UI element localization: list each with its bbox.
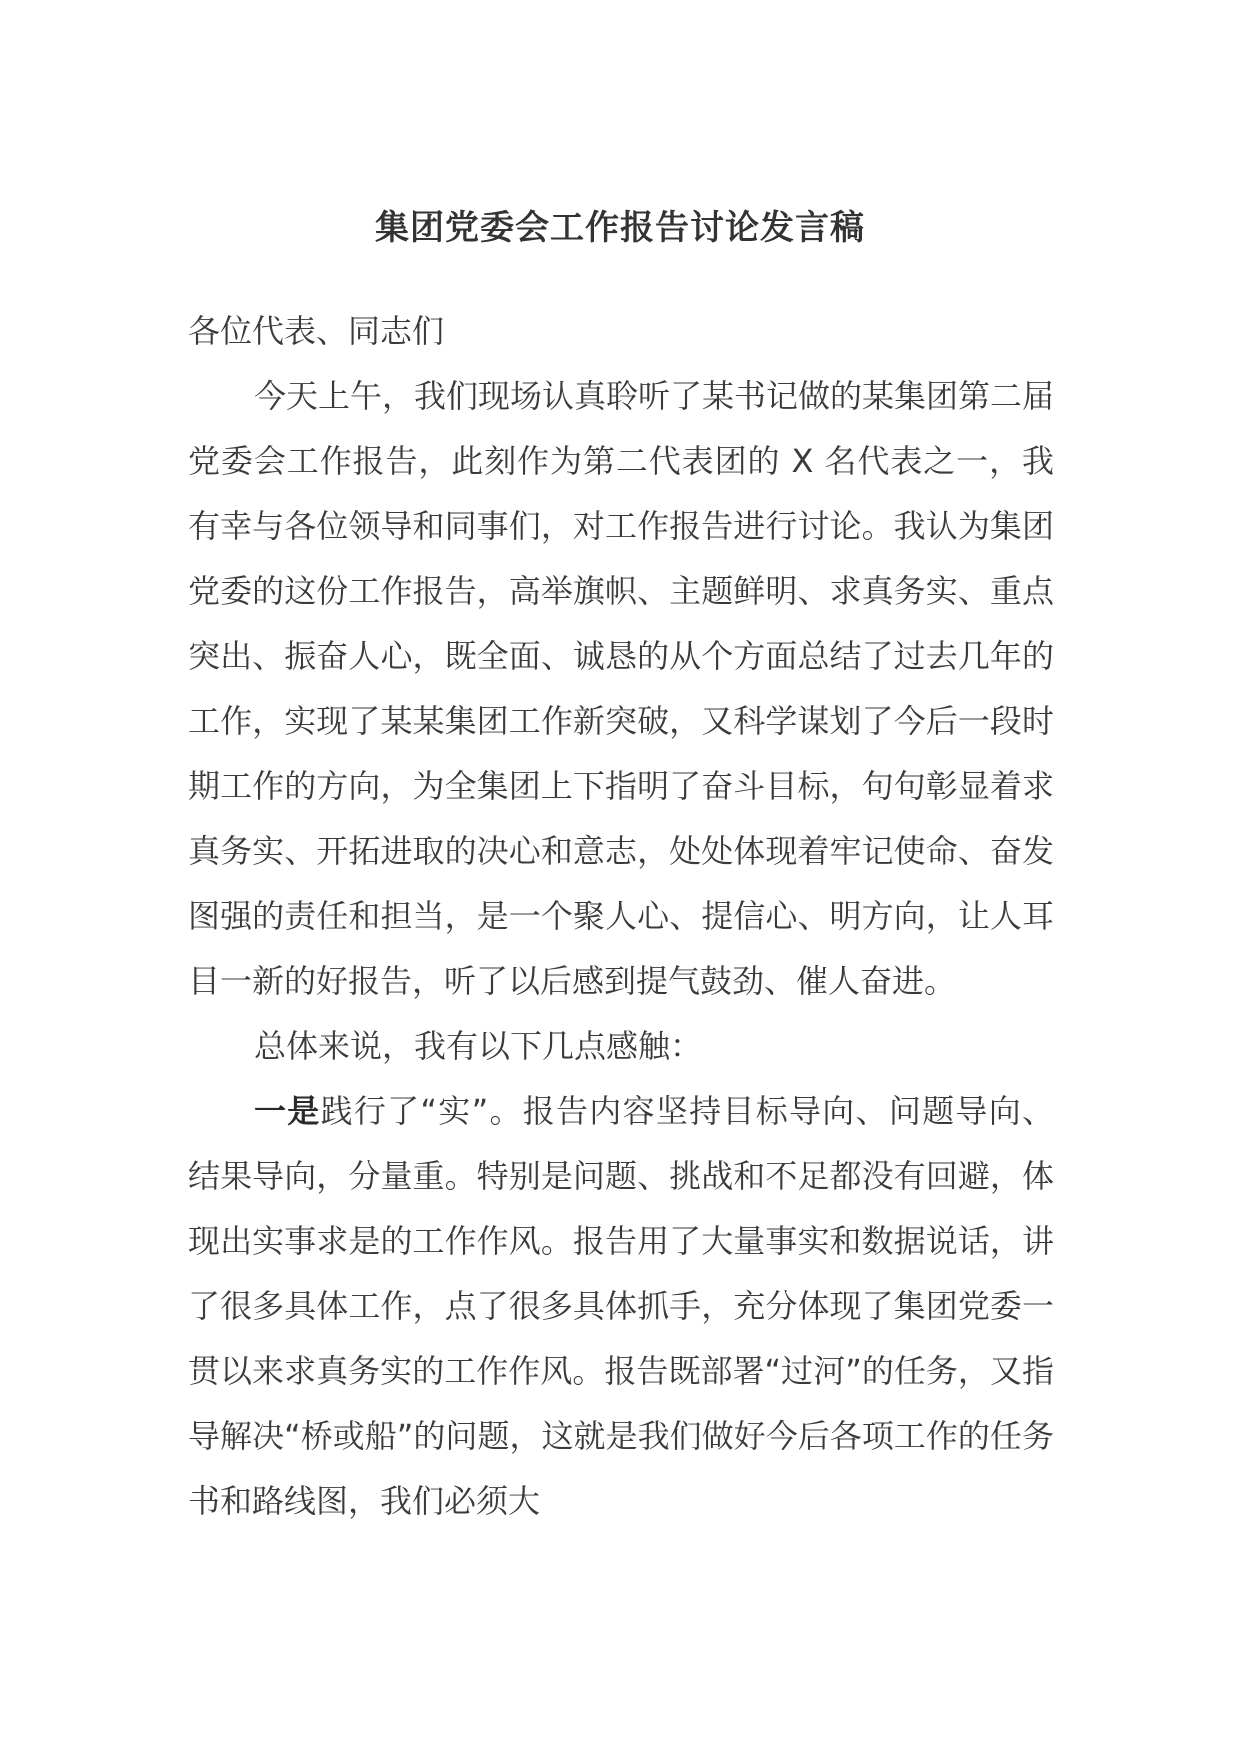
paragraph-summary: 总体来说，我有以下几点感触： (254, 1027, 703, 1065)
salutation: 各位代表、同志们 (188, 312, 445, 350)
paragraph-intro: 今天上午，我们现场认真聆听了某书记做的某集团第二届党委会工作报告，此刻作为第二代表团的 X 名代表之一，我有幸与各位领导和同事们，对工作报告进行讨论。我认为集团党委的这份工作报告，高举旗帜、主题鲜明、求真务实、重点突出、振奋人心，既全面、诚恳的从个方面总结了过去几年的工作，实现了某某集团工作新突破，又科学谋划了今后一段时期工作的方向，为全集团上下指明了奋斗目标，句句彰显着求真务实、开拓进取的决心和意志，处处体现着牢记使命、奋发图强的责任和担当，是一个聚人心、提信心、明方向，让人耳目一新的好报告，听了以后感到提气鼓劲、催人奋进。 (188, 377, 1055, 1000)
document-body (188, 299, 1054, 1534)
paragraph-point-one (188, 1079, 1054, 1534)
point-one-lead: 一是 (254, 1092, 321, 1130)
document-title: 集团党委会工作报告讨论发言稿 (375, 208, 865, 248)
point-one-text: 践行了“实”。报告内容坚持目标导向、问题导向、结果导向，分量重。特别是问题、挑战和不足都没有回避，体现出实事求是的工作作风。报告用了大量事实和数据说话，讲了很多具体工作，点了很多具体抓手，充分体现了集团党委一贯以来求真务实的工作作风。报告既部署“过河”的任务，又指导解决“桥或船”的问题，这就是我们做好今后各项工作的任务书和路线图，我们必须大 (188, 1092, 1054, 1520)
